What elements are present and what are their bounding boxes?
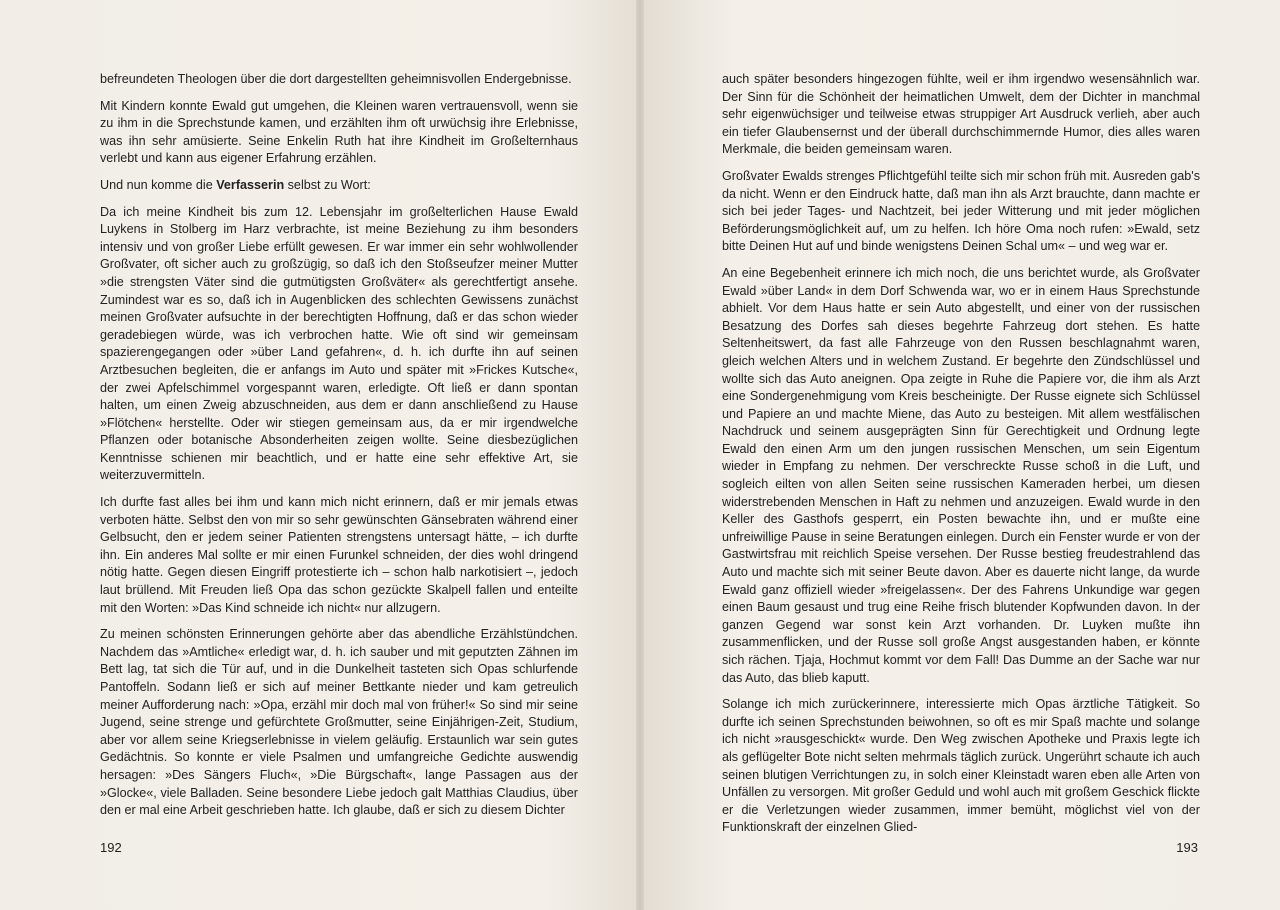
right-page-text <box>722 71 1200 846</box>
paragraph: Da ich meine Kindheit bis zum 12. Lebensjahr im großelterlichen Hause Ewald Luykens in Stolberg im Harz verbrachte, ist meine Beziehung zu ihm besonders intensiv und von großer Liebe erfüllt gewesen. Er war immer ein sehr wohlwollender Großvater, oft sicher auch zu großzügig, so daß ich den Stoßseufzer meiner Mutter »die strengsten Väter sind die gutmütigsten Großväter« als gerechtfertigt ansehe. Zumindest war es so, daß ich in Augenblicken des schlechten Gewissens zunächst meinen Großvater aufsuchte in der berechtigten Hoffnung, daß er das schon wieder geradebiegen würde, was ich verbrochen hatte. Wie oft sind wir gemeinsam spazierengegangen oder »über Land gefahren«, d. h. ich durfte ihn auf seinen Arztbesuchen begleiten, die er anfangs im Auto und später mit »Frickes Kutsche«, der zwei Apfelschimmel vorgespannt waren, erledigte. Oft ließ er dann spontan halten, um einen Zweig abzuschneiden, aus dem er dann anschließend zu Hause »Flötchen« herstellte. Oder wir stiegen gemeinsam aus, da er mir irgendwelche Pflanzen oder botanische Absonderheiten zeigen wollte. Seine diesbezüglichen Kenntnisse schienen mir beachtlich, und er hatte eine sehr effektive Art, sie weiterzuvermitteln. <box>100 204 578 483</box>
book-gutter <box>636 0 644 910</box>
paragraph: Mit Kindern konnte Ewald gut umgehen, die Kleinen waren vertrauensvoll, wenn sie zu ihm in die Sprechstunde kamen, und erzählten ihm oft urwüchsig ihre Erlebnisse, was ihn sehr amüsierte. Seine Enkelin Ruth hat ihre Kindheit im Großelternhaus verlebt und kann aus eigener Erfahrung erzählen. <box>100 98 578 166</box>
paragraph: befreundeten Theologen über die dort dargestellten geheimnisvollen Endergebnisse. <box>100 72 572 86</box>
paragraph: Großvater Ewalds strenges Pflichtgefühl teilte sich mir schon früh mit. Ausreden gab's da nicht. Wenn er den Eindruck hatte, daß man ihn als Arzt brauchte, dann machte er sich bei jeder Tages- und Nachtzeit, bei jeder Witterung und mit jeder möglichen Beförderungsmöglichkeit auf, um zu helfen. Ich höre Oma noch rufen: »Ewald, setz bitte Deinen Hut auf und binde wenigstens Deinen Schal um« – und weg war er. <box>722 168 1200 254</box>
paragraph: An eine Begebenheit erinnere ich mich noch, die uns berichtet wurde, als Großvater Ewald »über Land« in dem Dorf Schwenda war, wo er in einem Haus Sprechstunde abhielt. Vor dem Haus hatte er sein Auto abgestellt, und einer von der russischen Besatzung des Dorfes sah dieses begehrte Fahrzeug dort stehen. Es hatte Seltenheitswert, da fast alle Fahrzeuge von den Russen beschlagnahmt waren, gleich welchen Alters und in welchem Zustand. Er begehrte den Zündschlüssel und wollte sich das Auto aneignen. Opa zeigte in Ruhe die Papiere vor, die ihm als Arzt eine Sondergenehmigung vom Kreis bescheinigte. Der Russe eignete sich Schlüssel und Papiere an und machte Miene, das Auto zu besteigen. Mit allem westfälischen Nachdruck und seinem ausgeprägten Sinn für Gerechtigkeit und Ordnung legte Ewald den einen Arm um den jungen russischen Menschen, um sein Eigentum wieder in Empfang zu nehmen. Der verschreckte Russe schoß in die Luft, und sogleich eilten von allen Seiten seine russischen Kameraden herbei, um diesen widerstrebenden Menschen in Haft zu nehmen und anzuzeigen. Ewald wurde in den Keller des Gasthofs gesperrt, ein Posten bewachte ihn, und er mußte eine unfreiwillige Pause in seine Beratungen einlegen. Durch ein Fenster wurde er von der Gastwirtsfrau mit reichlich Speise versehen. Der Russe bestieg freudestrahlend das Auto und machte sich mit seiner Beute davon. Aber es dauerte nicht lange, da wurde Ewald ganz offiziell wieder »freigelassen«. Der des Fahrens Unkundige war gegen einen Baum gesaust und trug eine Reihe frisch blutender Kopfwunden davon. In der ganzen Gegend war sonst kein Arzt vorhanden. Dr. Luyken mußte ihn zusammenflicken, und der Russe soll große Angst ausgestanden haben, er könnte sich rächen. Tjaja, Hochmut kommt vor dem Fall! Das Dumme an der Sache war nur das Auto, das blieb kaputt. <box>722 265 1200 685</box>
page-number-left: 192 <box>100 840 122 855</box>
bold-term: Verfasserin <box>216 177 285 192</box>
paragraph <box>100 177 578 195</box>
right-page <box>640 0 1280 910</box>
paragraph: Solange ich mich zurückerinnere, interessierte mich Opas ärztliche Tätigkeit. So durfte ich seinen Sprechstunden beiwohnen, so oft es mir Spaß machte und solange ich nicht »rausgeschickt« wurde. Den Weg zwischen Apotheke und Praxis legte ich als geflügelter Bote nicht selten mehrmals täglich zurück. Ungerührt schaute ich auch seinen blutigen Verrichtungen zu, in solch einer Kleinstadt waren eben alle Arten von Unfällen zu versorgen. Mit großer Geduld und wohl auch mit großem Geschick flickte er die Verletzungen wieder zusammen, immer bemüht, möglichst viel von der Funktionskraft der einzelnen Glied- <box>722 697 1200 835</box>
paragraph: auch später besonders hingezogen fühlte, weil er ihm irgendwo wesensähnlich war. Der Sinn für die Schönheit der heimatlichen Umwelt, dem der Dichter in manchmal sehr eigenwüchsiger und teilweise etwas struppiger Art Ausdruck verlieh, aber auch ein tiefer Glaubensernst und der überall durchschimmernde Humor, dies alles waren Merkmale, die beiden gemeinsam waren. <box>722 72 1200 157</box>
paragraph: Zu meinen schönsten Erinnerungen gehörte aber das abendliche Erzählstündchen. Nachdem das »Amtliche« erledigt war, d. h. ich sauber und mit geputzten Zähnen im Bett lag, tat sich die Tür auf, und in die Dunkelheit tasteten sich Opas schlurfende Pantoffeln. Sodann ließ er sich auf meiner Bettkante nieder und kam getreulich meiner Aufforderung nach: »Opa, erzähl mir doch mal von früher!« So sind mir seine Jugend, seine strenge und gefürchtete Großmutter, seine Einjährigen-Zeit, Studium, aber vor allem seine Kriegserlebnisse in vielem geläufig. Erstaunlich war sein gutes Gedächtnis. So konnte er viele Psalmen und umfangreiche Gedichte auswendig hersagen: »Des Sängers Fluch«, »Die Bürgschaft«, lange Passagen aus der »Glocke«, viele Balladen. Seine besondere Liebe jedoch galt Matthias Claudius, über den er mal eine Arbeit geschrieben hatte. Ich glaube, daß er sich zu diesem Dichter <box>100 627 578 818</box>
paragraph: Ich durfte fast alles bei ihm und kann mich nicht erinnern, daß er mir jemals etwas verboten hätte. Selbst den von mir so sehr gewünschten Gänsebraten während einer Gelbsucht, den er jedem seiner Patienten strengstens untersagt hätte, – ich durfte ihn. Ein anderes Mal sollte er mir einen Furunkel schneiden, der dies wohl dringend nötig hatte. Gegen diesen Eingriff protestierte ich – schon halb narkotisiert –, jedoch laut brüllend. Mit Freuden ließ Opa das schon gezückte Skalpell fallen und enteilte mit den Worten: »Das Kind schneide ich nicht« nur allzugern. <box>100 495 578 615</box>
page-number-right: 193 <box>1176 840 1198 855</box>
left-page-text <box>100 71 578 829</box>
paragraph-text: Und nun komme die <box>100 177 217 192</box>
paragraph-text: selbst zu Wort: <box>284 177 371 192</box>
